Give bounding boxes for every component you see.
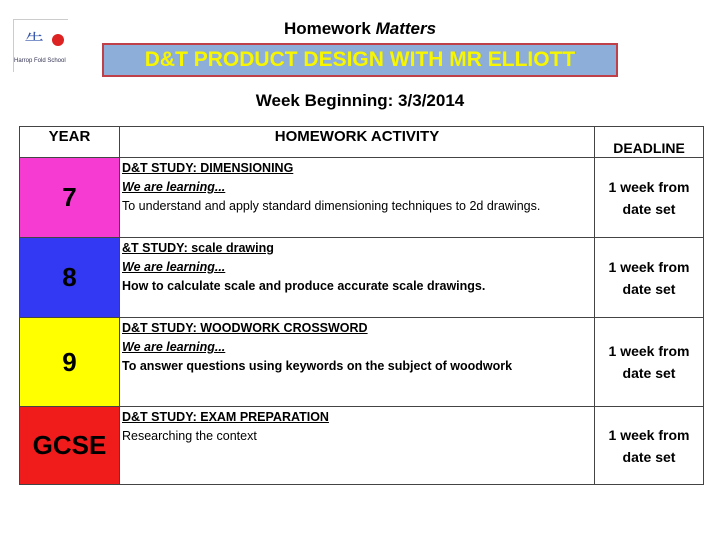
learning-label: We are learning... <box>122 180 226 194</box>
activity-header: HOMEWORK ACTIVITY <box>120 127 595 158</box>
deadline-header-text: DEADLINE <box>613 140 685 156</box>
table-row <box>20 407 704 485</box>
year-cell: GCSE <box>20 407 120 485</box>
subject-banner: D&T PRODUCT DESIGN WITH MR ELLIOTT <box>102 43 618 77</box>
deadline-line2: date set <box>622 448 676 465</box>
deadline-line1: 1 week from <box>608 258 690 275</box>
homework-table <box>19 126 704 485</box>
activity-cell <box>120 407 595 485</box>
year-header: YEAR <box>20 127 120 158</box>
learning-label: We are learning... <box>122 260 226 274</box>
heading-italic: Matters <box>375 19 437 38</box>
activity-title: D&T STUDY: WOODWORK CROSSWORD <box>122 321 368 335</box>
deadline-line1: 1 week from <box>608 343 690 359</box>
table-row <box>20 238 704 318</box>
page-heading <box>0 19 720 39</box>
deadline-cell <box>595 238 704 318</box>
header-row <box>20 127 704 158</box>
deadline-cell <box>595 158 704 238</box>
activity-cell <box>120 158 595 238</box>
activity-desc: To answer questions using keywords on the subject of woodwork <box>122 359 513 373</box>
deadline-cell <box>595 407 704 485</box>
activity-title: &T STUDY: scale drawing <box>122 241 274 255</box>
activity-desc: How to calculate scale and produce accurate scale drawings. <box>122 279 486 293</box>
activity-title: D&T STUDY: EXAM PREPARATION <box>122 410 329 424</box>
deadline-line2: date set <box>622 200 676 217</box>
activity-desc: To understand and apply standard dimensioning techniques to 2d drawings. <box>122 199 541 213</box>
activity-title: D&T STUDY: DIMENSIONING <box>122 161 294 175</box>
deadline-line1: 1 week from <box>608 178 690 195</box>
logo-figures-icon: ⺧ <box>24 31 44 53</box>
logo-text: Harrop Fold School <box>14 58 66 64</box>
table-row <box>20 318 704 407</box>
deadline-cell <box>595 318 704 407</box>
deadline-line1: 1 week from <box>608 426 690 443</box>
week-beginning: Week Beginning: 3/3/2014 <box>255 91 465 110</box>
learning-label: We are learning... <box>122 340 226 354</box>
year-cell: 7 <box>20 158 120 238</box>
deadline-header <box>595 127 704 158</box>
deadline-line2: date set <box>622 365 676 381</box>
activity-cell <box>120 318 595 407</box>
year-cell: 8 <box>20 238 120 318</box>
deadline-line2: date set <box>622 280 676 297</box>
activity-desc: Researching the context <box>122 429 257 443</box>
activity-cell <box>120 238 595 318</box>
year-cell: 9 <box>20 318 120 407</box>
heading-plain: Homework <box>283 19 376 38</box>
table-row <box>20 158 704 238</box>
